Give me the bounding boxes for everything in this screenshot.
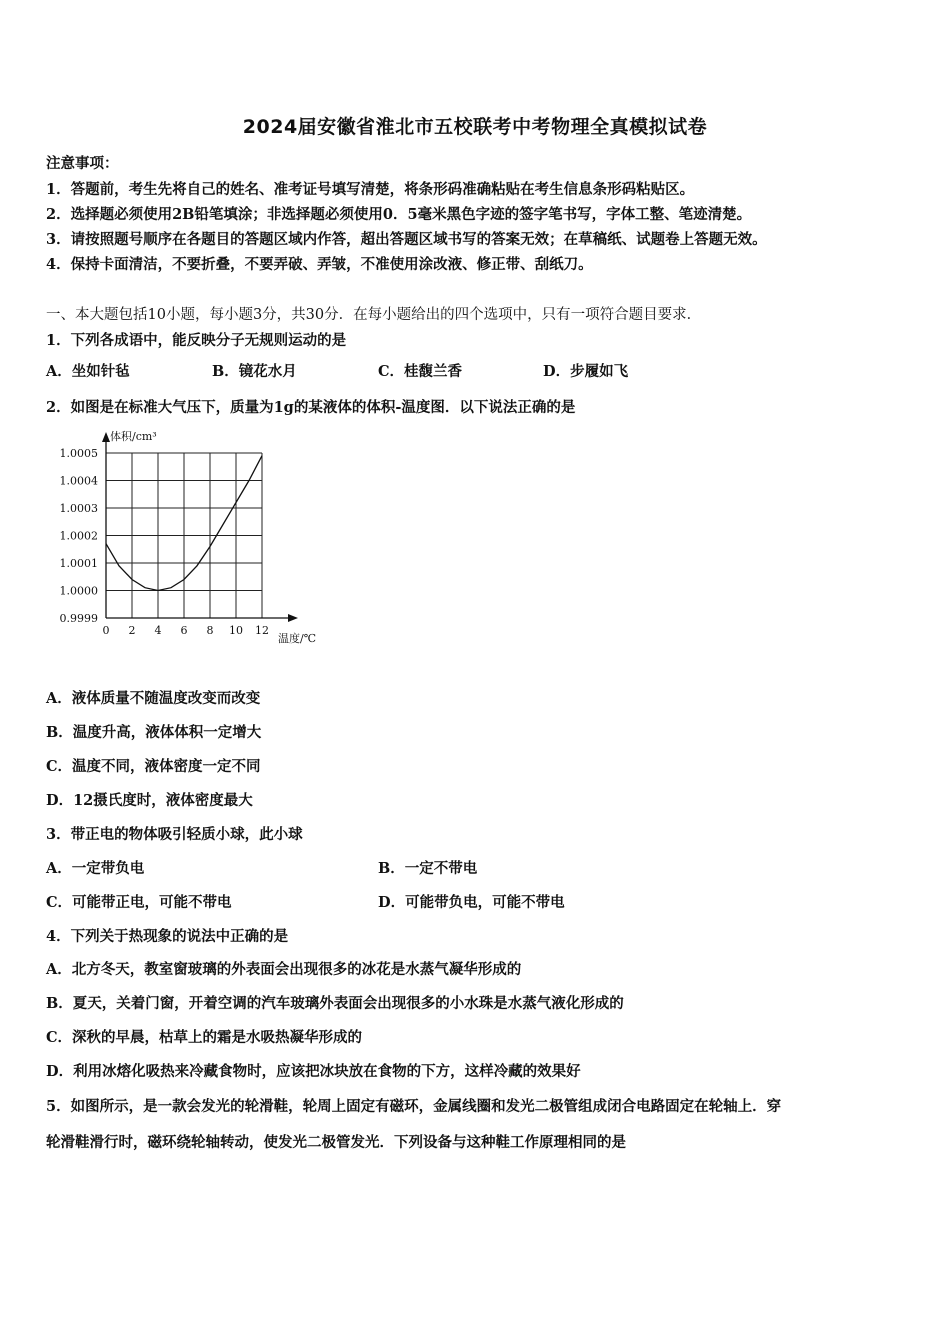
q1-option-a: A．坐如针毡	[46, 363, 130, 380]
notice-item-3: 3．请按照题号顺序在各题目的答题区域内作答，超出答题区域书写的答案无效；在草稿纸、试题卷上答题无效。	[46, 231, 767, 248]
x-tick-label: 10	[229, 624, 243, 637]
q1-option-c: C．桂馥兰香	[378, 363, 463, 380]
y-tick-label: 0.9999	[59, 612, 98, 625]
x-tick-label: 2	[128, 624, 136, 637]
notice-item-2: 2．选择题必须使用2B铅笔填涂；非选择题必须使用0．5毫米黑色字迹的签字笔书写，字体工整、笔迹清楚。	[46, 206, 752, 223]
x-tick-label: 4	[154, 624, 162, 637]
question-5-line-2: 轮滑鞋滑行时，磁环绕轮轴转动，使发光二极管发光．下列设备与这种鞋工作原理相同的是	[46, 1134, 626, 1151]
question-4-stem: 4．下列关于热现象的说法中正确的是	[46, 928, 289, 945]
x-tick-label: 12	[255, 624, 269, 637]
chart-grid	[106, 453, 262, 618]
notice-heading: 注意事项：	[46, 155, 119, 172]
x-tick-label: 0	[102, 624, 110, 637]
q4-option-c: C．深秋的早晨，枯草上的霜是水吸热凝华形成的	[46, 1029, 363, 1046]
chart-y-ticks	[60, 447, 99, 625]
chart-axes	[102, 432, 298, 622]
notice-item-1: 1．答题前，考生先将自己的姓名、准考证号填写清楚，将条形码准确粘贴在考生信息条形码粘贴区。	[46, 181, 695, 198]
q4-option-a: A．北方冬天，教室窗玻璃的外表面会出现很多的冰花是水蒸气凝华形成的	[46, 961, 522, 978]
q4-option-d: D．利用冰熔化吸热来冷藏食物时，应该把冰块放在食物的下方，这样冷藏的效果好	[46, 1063, 581, 1080]
chart-x-label: 温度/℃	[278, 632, 317, 645]
q4-option-b: B．夏天，关着门窗，开着空调的汽车玻璃外表面会出现很多的小水珠是水蒸气液化形成的	[46, 995, 624, 1012]
page-title: 2024届安徽省淮北市五校联考中考物理全真模拟试卷	[242, 116, 708, 138]
x-axis-arrow	[288, 614, 298, 622]
q1-option-d: D．步履如飞	[543, 363, 629, 380]
question-5-line-1: 5．如图所示，是一款会发光的轮滑鞋，轮周上固定有磁环，金属线圈和发光二极管组成闭合电路固定在轮轴上．穿	[46, 1098, 782, 1115]
q3-option-c: C．可能带正电，可能不带电	[46, 894, 232, 911]
notice-item-4: 4．保持卡面清洁，不要折叠，不要弄破、弄皱，不准使用涂改液、修正带、刮纸刀。	[46, 256, 593, 273]
y-tick-label: 1.0003	[59, 502, 98, 515]
y-tick-label: 1.0000	[59, 584, 98, 598]
question-2-stem: 2．如图是在标准大气压下，质量为1g的某液体的体积-温度图．以下说法正确的是	[46, 399, 576, 416]
chart-y-label: 体积/cm³	[110, 430, 157, 443]
question-1-stem: 1．下列各成语中，能反映分子无规则运动的是	[46, 332, 347, 349]
q1-option-b: B．镜花水月	[212, 363, 297, 380]
q2-option-c: C．温度不同，液体密度一定不同	[46, 758, 261, 775]
q2-option-b: B．温度升高，液体体积一定增大	[46, 724, 262, 741]
x-tick-label: 8	[206, 624, 214, 637]
y-axis-arrow	[102, 432, 110, 442]
y-tick-label: 1.0004	[59, 474, 98, 488]
y-tick-label: 1.0002	[59, 529, 98, 543]
volume-temperature-chart	[48, 424, 348, 654]
chart-x-ticks	[103, 624, 270, 637]
x-tick-label: 6	[180, 624, 188, 637]
y-tick-label: 1.0001	[59, 557, 98, 570]
q2-option-a: A．液体质量不随温度改变而改变	[46, 690, 261, 707]
q3-option-d: D．可能带负电，可能不带电	[378, 894, 565, 911]
q3-option-a: A．一定带负电	[46, 860, 145, 877]
q3-option-b: B．一定不带电	[378, 860, 478, 877]
question-3-stem: 3．带正电的物体吸引轻质小球，此小球	[46, 826, 303, 843]
y-tick-label: 1.0005	[59, 447, 98, 460]
q2-option-d: D．12摄氏度时，液体密度最大	[46, 792, 253, 809]
section-1-instructions: 一、本大题包括10小题，每小题3分，共30分．在每小题给出的四个选项中，只有一项符合题目要求．	[46, 307, 702, 323]
